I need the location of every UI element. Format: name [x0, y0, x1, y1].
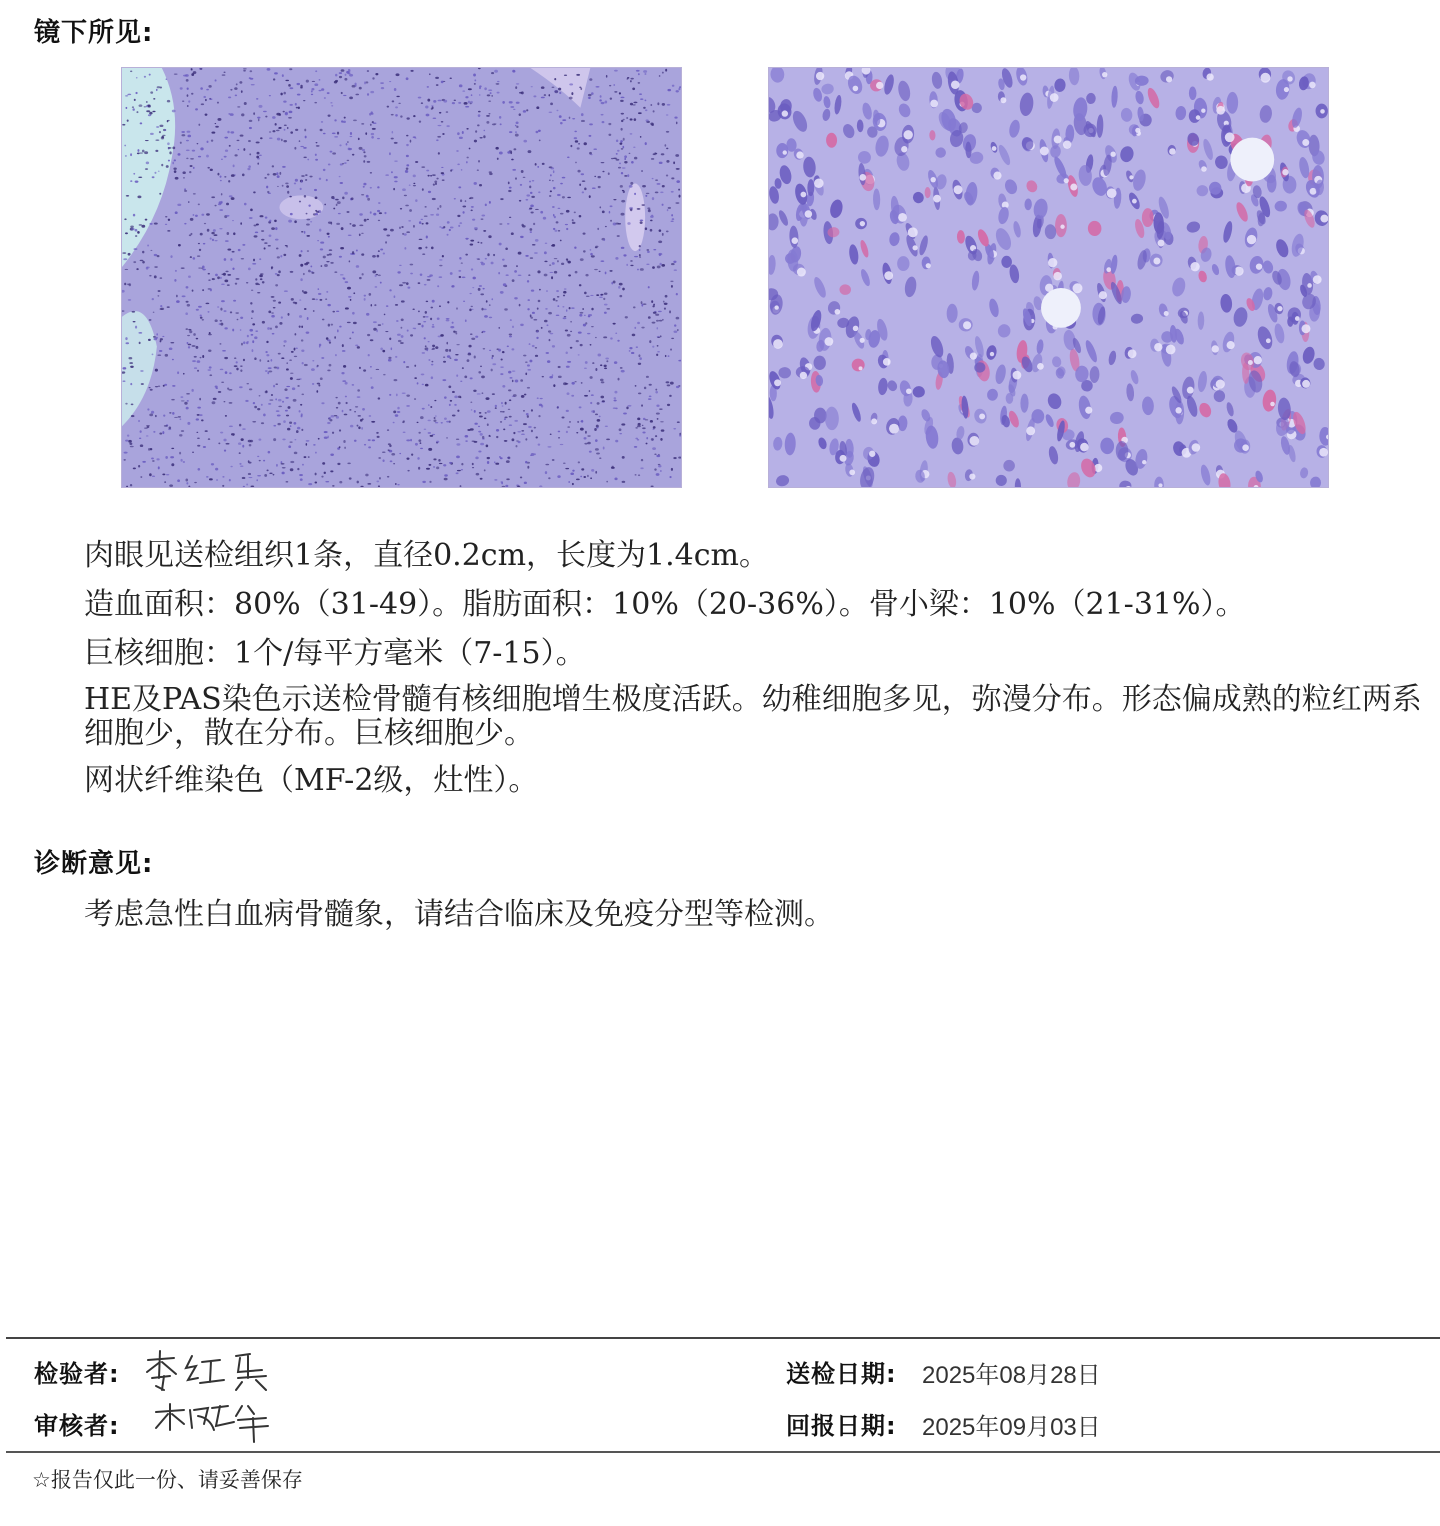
- reviewer-signature: [150, 1400, 275, 1450]
- submit-date-label: 送检日期:: [786, 1360, 897, 1388]
- finding-reticulin: 网状纤维染色（MF-2级，灶性）。: [84, 763, 539, 798]
- footer-top-divider: [6, 1337, 1440, 1339]
- report-date-value: 2025年09月03日: [922, 1414, 1101, 1441]
- finding-gross: 肉眼见送检组织1条，直径0.2cm，长度为1.4cm。: [84, 538, 770, 573]
- high-magnification-micrograph: [768, 67, 1329, 488]
- submit-date-value: 2025年08月28日: [922, 1362, 1101, 1389]
- microscopic-findings: [84, 536, 1424, 810]
- examiner-label: 检验者:: [34, 1360, 120, 1388]
- finding-he-pas: HE及PAS染色示送检骨髓有核细胞增生极度活跃。幼稚细胞多见，弥漫分布。形态偏成熟的粒红两系细胞少，散在分布。巨核细胞少。: [84, 682, 1422, 751]
- footer-bottom-divider: [6, 1451, 1440, 1453]
- diagnosis-section-title: 诊断意见:: [34, 849, 154, 879]
- diagnosis-text: 考虑急性白血病骨髓象，请结合临床及免疫分型等检测。: [84, 897, 834, 932]
- finding-megakaryocytes: 巨核细胞：1个/每平方毫米（7-15）。: [84, 636, 586, 671]
- low-magnification-micrograph: [121, 67, 682, 488]
- microscopy-section-title: 镜下所见:: [34, 18, 154, 48]
- reviewer-label: 审核者:: [34, 1412, 120, 1440]
- report-note: ☆报告仅此一份、请妥善保存: [32, 1468, 303, 1492]
- examiner-signature: [140, 1348, 275, 1396]
- finding-area-ratios: 造血面积：80%（31-49）。脂肪面积：10%（20-36%）。骨小梁：10%（21-31%）。: [84, 587, 1246, 622]
- report-date-label: 回报日期:: [786, 1412, 897, 1440]
